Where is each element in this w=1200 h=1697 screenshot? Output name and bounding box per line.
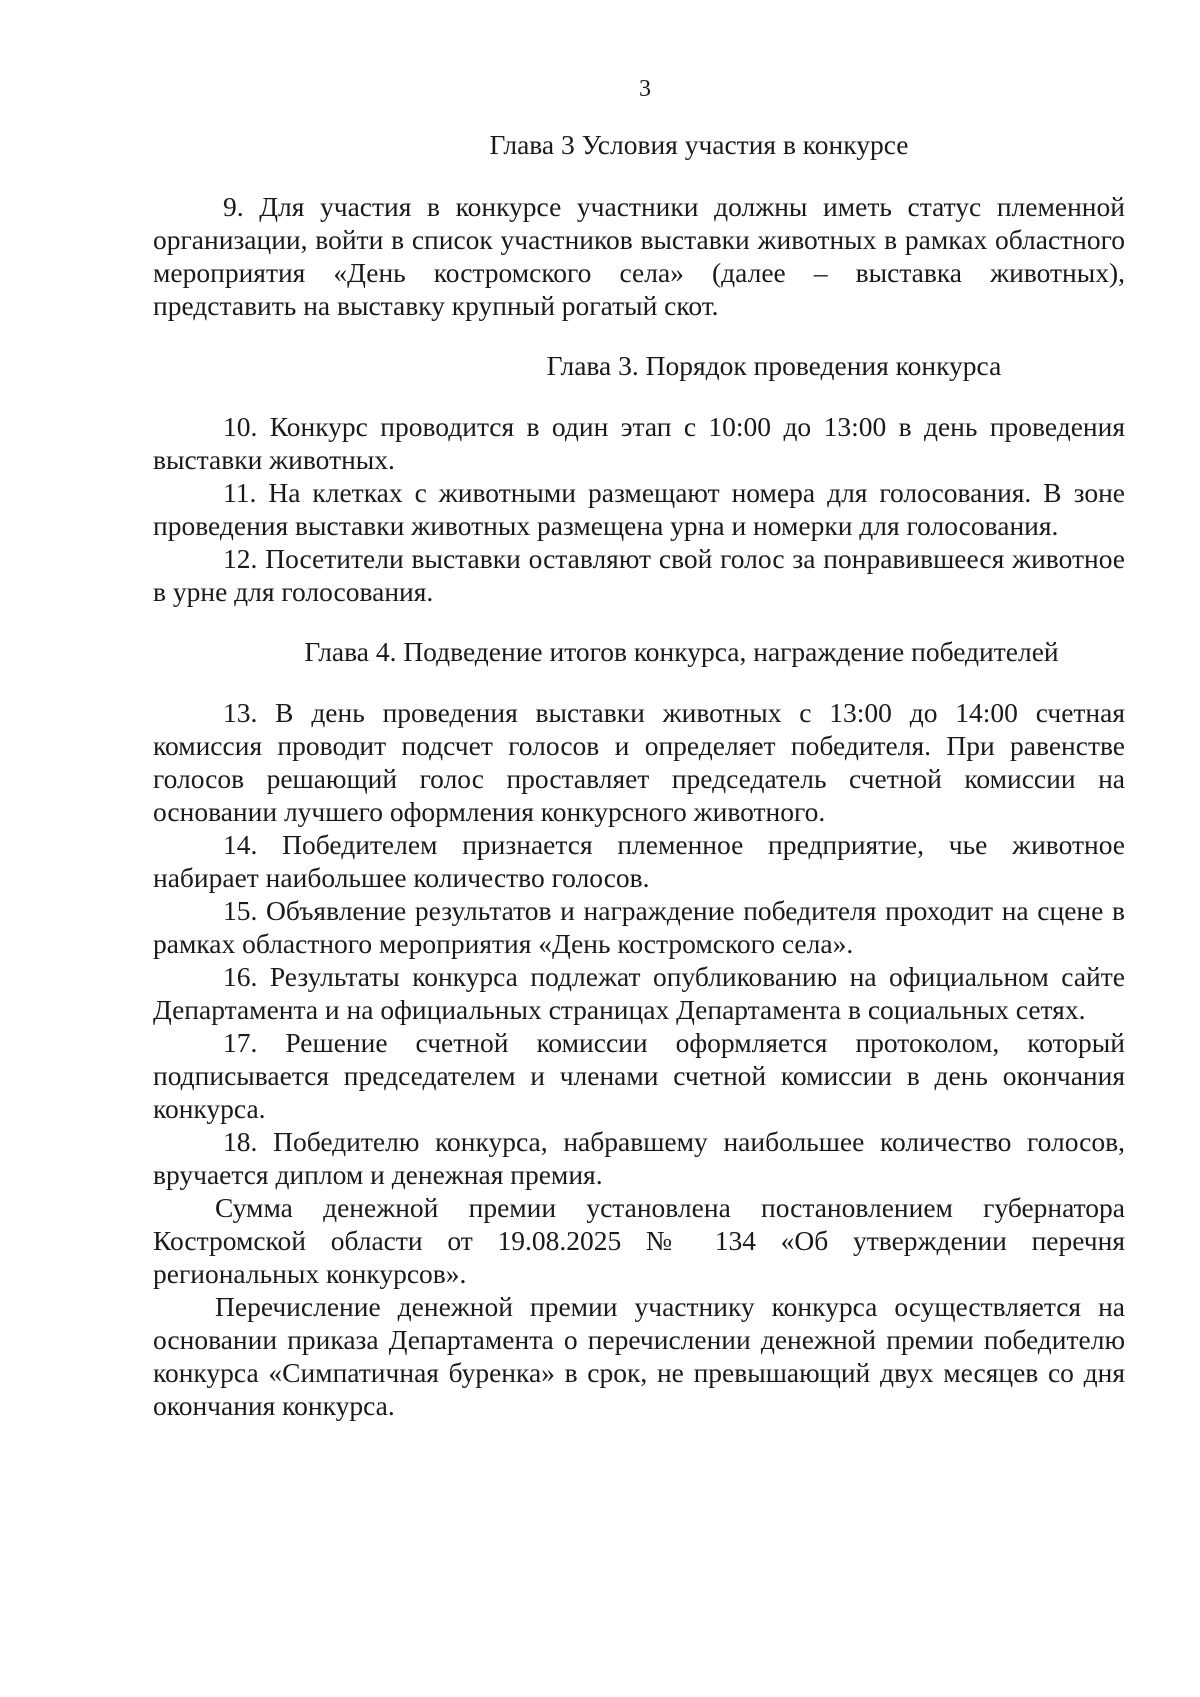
chapter-title: Глава 3 Условия участия в конкурсе bbox=[489, 129, 909, 160]
paragraph: 16. Результаты конкурса подлежат опубликованию на официальном сайте Департамента и на официальных страницах Департамента в социальных сетях. bbox=[153, 961, 1125, 1025]
paragraph: Сумма денежной премии установлена постановлением губернатора Костромской области от 19.08.2025 № 134 «Об утверждении перечня региональных конкурсов». bbox=[153, 1192, 1125, 1289]
paragraph: 18. Победителю конкурса, набравшему наибольшее количество голосов, вручается диплом и денежная премия. bbox=[153, 1126, 1125, 1190]
page-number: 3 bbox=[639, 76, 651, 102]
paragraph: Перечисление денежной премии участнику конкурса осуществляется на основании приказа Департамента о перечислении денежной премии победителю конкурса «Симпатичная буренка» в срок, не превышающий двух месяцев со дня окончания конкурса. bbox=[153, 1291, 1125, 1421]
chapter-title: Глава 4. Подведение итогов конкурса, награждение победителей bbox=[304, 636, 1059, 667]
paragraph: 11. На клетках с животными размещают номера для голосования. В зоне проведения выставки животных размещена урна и номерки для голосования. bbox=[153, 477, 1125, 541]
paragraph: 13. В день проведения выставки животных с 13:00 до 14:00 счетная комиссия проводит подсчет голосов и определяет победителя. При равенстве голосов решающий голос проставляет председатель счетной комиссии на основании лучшего оформления конкурсного животного. bbox=[153, 697, 1125, 827]
chapter-title: Глава 3. Порядок проведения конкурса bbox=[546, 350, 1002, 381]
paragraph: 15. Объявление результатов и награждение победителя проходит на сцене в рамках областного мероприятия «День костромского села». bbox=[153, 895, 1125, 959]
paragraph: 9. Для участия в конкурсе участники должны иметь статус племенной организации, войти в список участников выставки животных в рамках областного мероприятия «День костромского села» (далее – выставка животных), представить на выставку крупный рогатый скот. bbox=[153, 191, 1125, 321]
paragraph: 17. Решение счетной комиссии оформляется протоколом, который подписывается председателем и членами счетной комиссии в день окончания конкурса. bbox=[153, 1027, 1125, 1124]
paragraph: 12. Посетители выставки оставляют свой голос за понравившееся животное в урне для голосования. bbox=[153, 543, 1125, 607]
paragraph: 14. Победителем признается племенное предприятие, чье животное набирает наибольшее количество голосов. bbox=[153, 829, 1125, 893]
paragraph: 10. Конкурс проводится в один этап с 10:00 до 13:00 в день проведения выставки животных. bbox=[153, 411, 1125, 475]
document-body bbox=[153, 128, 1125, 1422]
